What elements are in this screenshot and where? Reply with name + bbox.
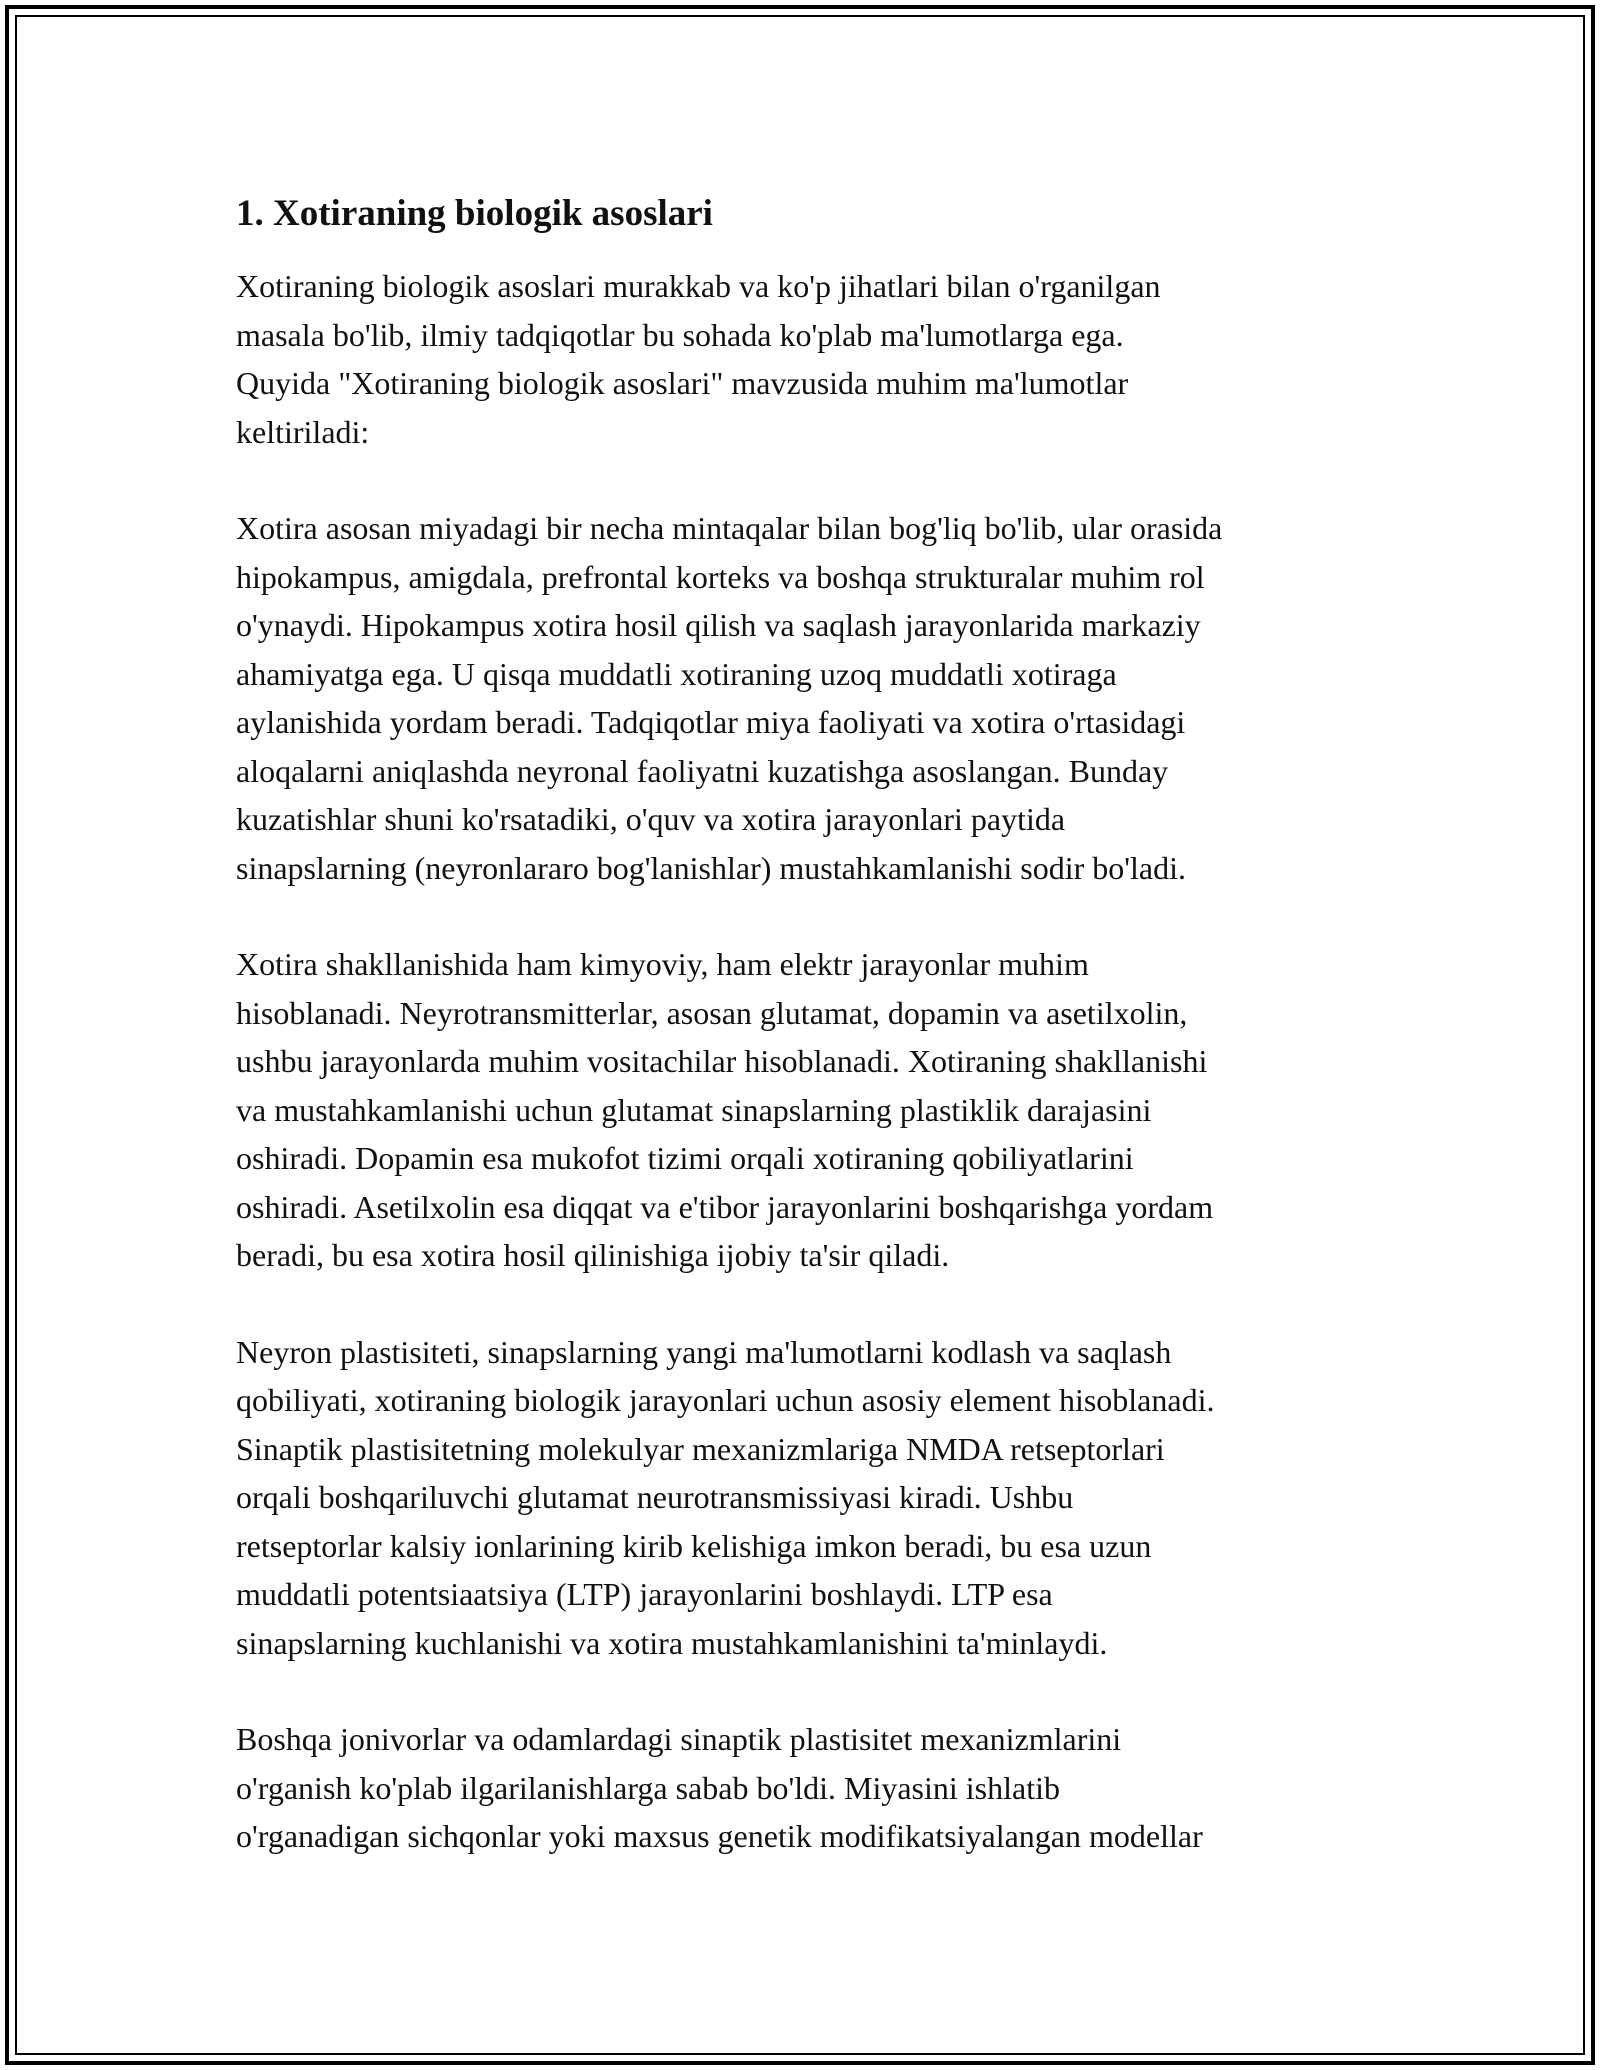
paragraph-neurotransmitters: Xotira shakllanishida ham kimyoviy, ham elektr jarayonlar muhim hisoblanadi. Neyrotransmitterlar, asosan glutamat, dopamin va asetilxolin, ushbu jarayonlarda muhim vositachilar hisoblanadi. Xotiraning shakllanishi va mustahkamlanishi uchun glutamat sinapslarning plastiklik darajasini oshiradi. Dopamin esa mukofot tizimi orqali xotiraning qobiliyatlarini oshiradi. Asetilxolin esa diqqat va e'tibor jarayonlarini boshqarishga yordam beradi, bu esa xotira hosil qilinishiga ijobiy ta'sir qiladi. [236, 946, 1214, 1273]
section-heading: 1. Xotiraning biologik asoslari [236, 193, 713, 234]
paragraph-brain-regions: Xotira asosan miyadagi bir necha mintaqalar bilan bog'liq bo'lib, ular orasida hipokampus, amigdala, prefrontal korteks va boshqa strukturalar muhim rol o'ynaydi. Hipokampus xotira hosil qilish va saqlash jarayonlarida markaziy ahamiyatga ega. U qisqa muddatli xotiraning uzoq muddatli xotiraga aylanishida yordam beradi. Tadqiqotlar miya faoliyati va xotira o'rtasidagi aloqalarni aniqlashda neyronal faoliyatni kuzatishga asoslangan. Bunday kuzatishlar shuni ko'rsatadiki, o'quv va xotira jarayonlari paytida sinapslarning (neyronlararo bog'lanishlar) mustahkamlanishi sodir bo'ladi. [236, 510, 1223, 886]
paragraph-animal-studies: Boshqa jonivorlar va odamlardagi sinaptik plastisitet mexanizmlarini o'rganish ko'plab ilgarilanishlarga sabab bo'ldi. Miyasini ishlatib o'rganadigan sichqonlar yoki maxsus genetik modifikatsiyalangan modellar [236, 1721, 1203, 1854]
document-body [236, 190, 1376, 1909]
paragraph-neuroplasticity: Neyron plastisiteti, sinapslarning yangi ma'lumotlarni kodlash va saqlash qobiliyati, xotiraning biologik jarayonlari uchun asosiy element hisoblanadi. Sinaptik plastisitetning molekulyar mexanizmlariga NMDA retseptorlari orqali boshqariluvchi glutamat neurotransmissiyasi kiradi. Ushbu retseptorlar kalsiy ionlarining kirib kelishiga imkon beradi, bu esa uzun muddatli potentsiaatsiya (LTP) jarayonlarini boshlaydi. LTP esa sinapslarning kuchlanishi va xotira mustahkamlanishini ta'minlaydi. [236, 1333, 1215, 1661]
paragraph-intro: Xotiraning biologik asoslari murakkab va ko'p jihatlari bilan o'rganilgan masala bo'lib, ilmiy tadqiqotlar bu sohada ko'plab ma'lumotlarga ega. Quyida "Xotiraning biologik asoslari" mavzusida muhim ma'lumotlar keltiriladi: [236, 268, 1161, 450]
